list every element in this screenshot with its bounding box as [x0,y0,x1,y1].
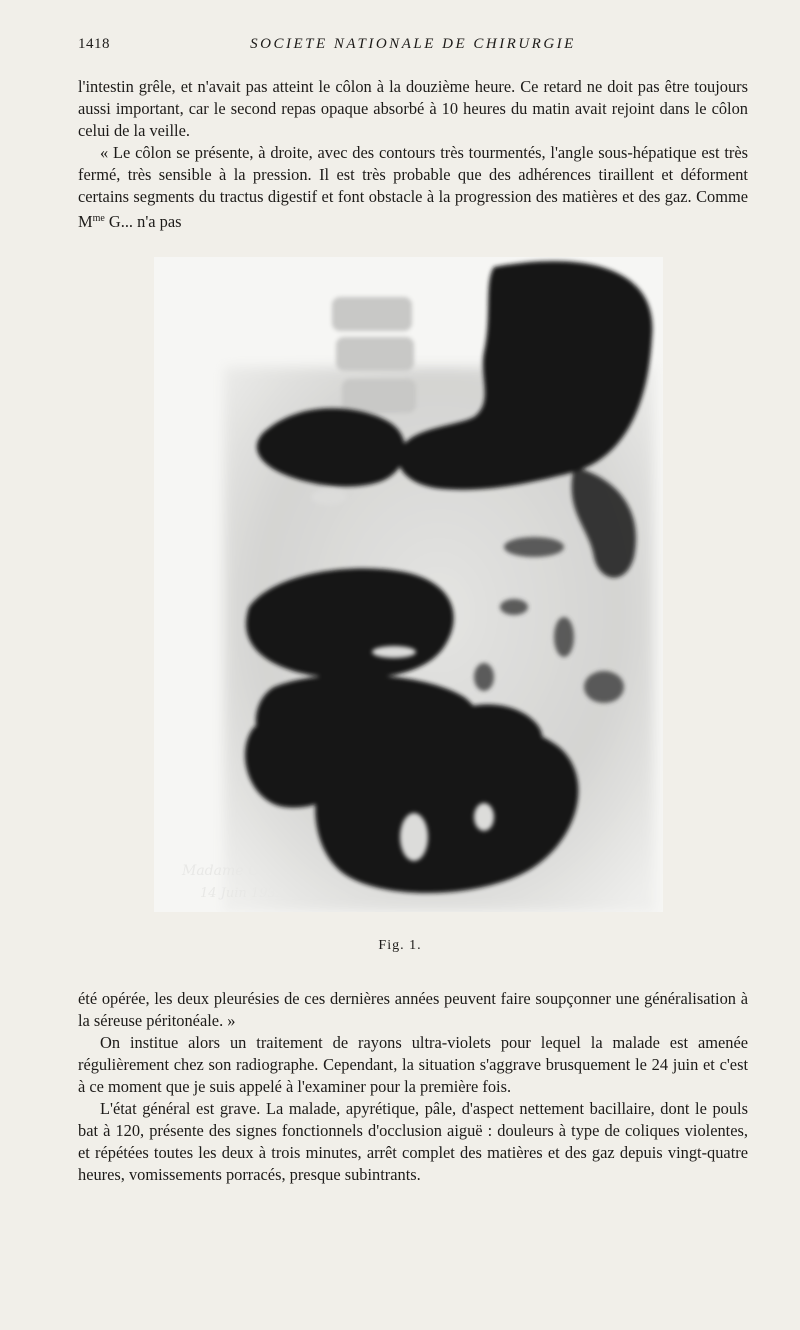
page-number: 1418 [78,36,110,52]
radiograph-inscription-date: 14 Juin 1932 [200,886,285,901]
paragraph: été opérée, les deux pleurésies de ces dernières années peuvent faire soupçonner une généralisation à la séreuse péritonéale. » [78,989,748,1030]
running-header [78,36,748,58]
radiograph-image [154,257,663,912]
paragraph-text: G... n'a pas [104,212,182,231]
body-text-bottom [78,988,748,1186]
journal-title: SOCIETE NATIONALE DE CHIRURGIE [250,36,576,52]
paragraph: On institue alors un traitement de rayons ultra-violets pour lequel la malade est amenée régulièrement chez son radiographe. Cependant, la situation s'aggrave brusquement le 24 juin et c'est à ce moment que je suis appelé à l'examiner pour la première fois. [78,1033,748,1096]
paragraph: l'intestin grêle, et n'avait pas atteint le côlon à la douzième heure. Ce retard ne doit pas être toujours aussi important, car le second repas opaque absorbé à 10 heures du matin avait rejoint dans le côlon celui de la veille. [78,77,748,140]
body-text-top [78,76,748,233]
paragraph: L'état général est grave. La malade, apyrétique, pâle, d'aspect nettement bacillaire, dont le pouls bat à 120, présente des signes fonctionnels d'occlusion aiguë : douleurs à type de coliques violentes, et répétées toutes les deux à trois minutes, arrêt complet des matières et des gaz depuis vingt-quatre heures, vomissements porracés, presque subintrants. [78,1099,748,1184]
figure-caption: Fig. 1. [378,938,422,953]
superscript: me [92,213,105,224]
radiograph-figure [154,257,663,912]
radiograph-inscription-name: Madame G... [182,863,273,879]
paragraph [78,142,748,233]
paragraph-text: « Le côlon se présente, à droite, avec des contours très tourmentés, l'angle sous-hépatique est très fermé, très sensible à la pression. Il est très probable que des adhérences tiraillent et déforment certains segments du tractus digestif et font obstacle à la progression des matières et des gaz. Comme M [78,143,748,231]
